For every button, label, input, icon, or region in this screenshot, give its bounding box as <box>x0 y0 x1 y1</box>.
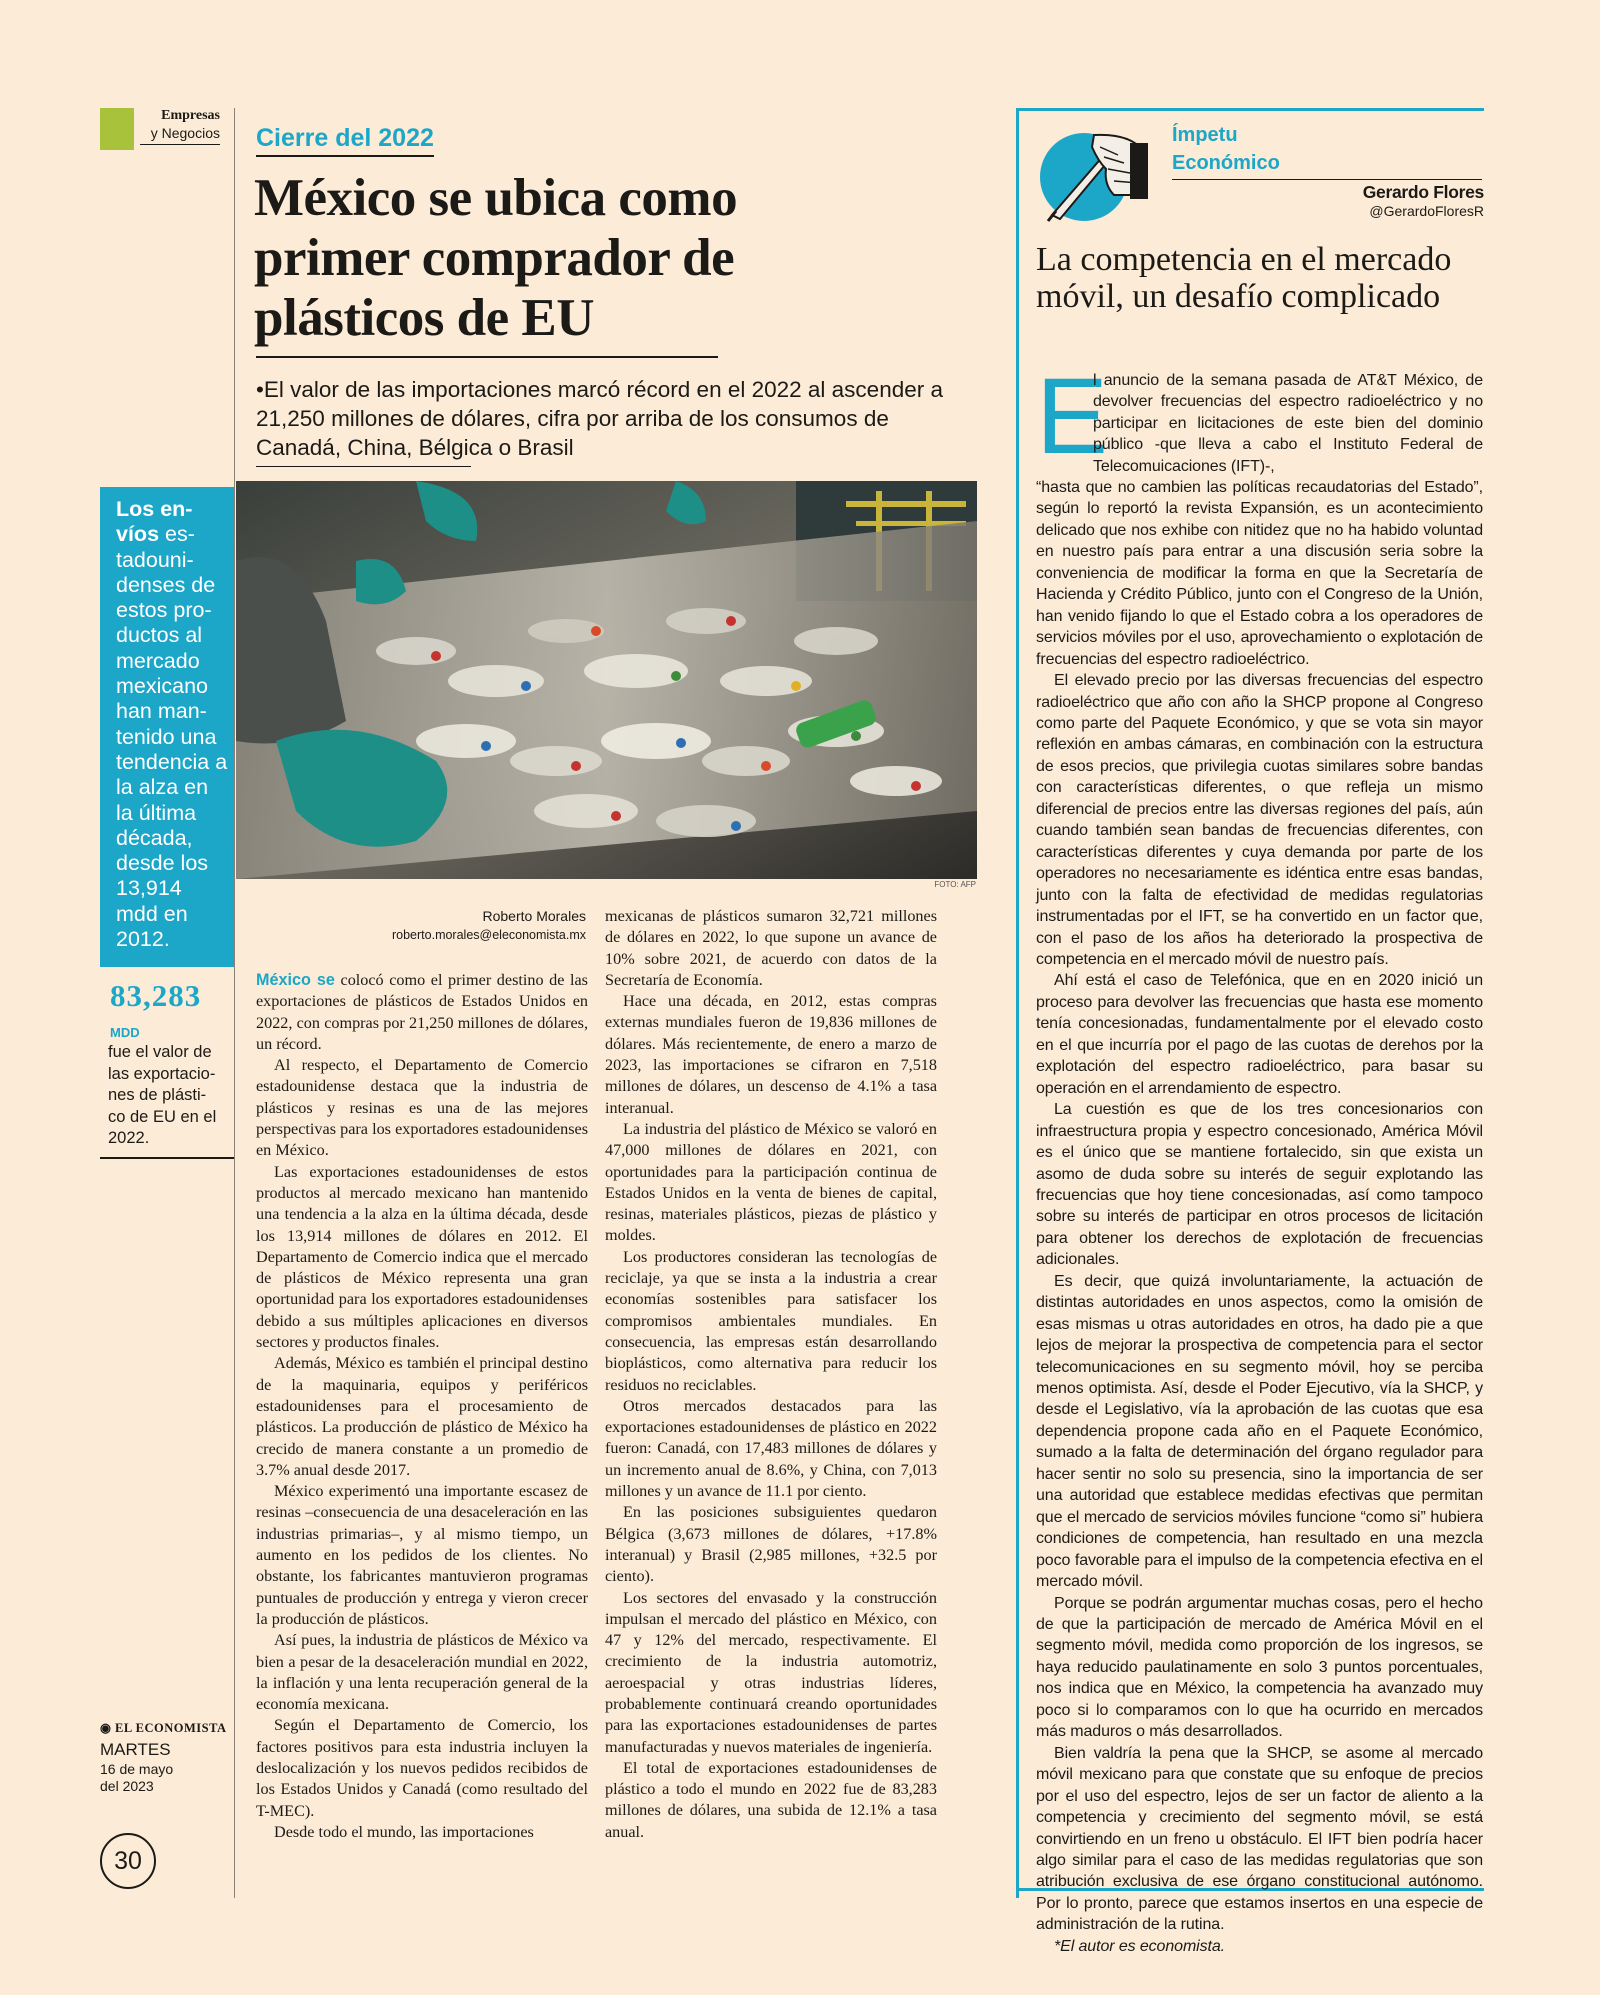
opinion-kicker-rule <box>1172 179 1482 180</box>
opinion-paragraph: “hasta que no cambien las políticas recaudatorias del Estado”, según lo reportó la revista Expansión, es un acontecimiento delicado que nos exhibe con nitidez que no ha habido voluntad en nuestro país para entrar a una discusión seria sobre la conveniencia de modificar la forma en que la Secretaría de Hacienda y Crédito Público, junto con el Congreso de la Unión, han venido fijando lo que el Estado cobra a los operadores de servicios móviles por el uso, aprovechamiento o explotación de frecuencias del espectro radioeléctrico. <box>1036 479 1483 668</box>
opinion-intro <box>1093 370 1483 477</box>
headline-rule <box>256 356 718 358</box>
highlight-rule <box>100 1157 234 1159</box>
article-paragraph: La industria del plástico de México se valoró en 47,000 millones de dólares en 2021, con oportunidades para la participación continua de Estados Unidos en la venta de bienes de capital, resinas, materiales plásticos, piezas de plástico y moldes. <box>605 1119 937 1245</box>
opinion-border-left <box>1016 108 1019 1898</box>
brand-name: EL ECONOMISTA <box>115 1721 227 1735</box>
issue-date-line2: del 2023 <box>100 1778 154 1794</box>
article-paragraph: México experimentó una importante escasez de resinas –consecuencia de una desaceleración en las industrias primarias–, y al mismo tiempo, un aumento en los pedidos de los clientes. No obstante, los fabricantes mantuvieron programas puntuales de producción y entrega y vieron crecer la producción de plásticos. <box>256 1482 588 1628</box>
article-paragraph: Así pues, la industria de plásticos de México va bien a pesar de la desaceleración mundial en 2022, la inflación y una lenta recuperación general de la economía mexicana. <box>256 1631 588 1714</box>
sidebar-quote <box>116 497 228 952</box>
author-name: Gerardo Flores <box>1362 182 1484 202</box>
section-color-block <box>100 108 134 150</box>
highlight-description: fue el valor de las exportaciones de plástico de EU en el 2022. <box>108 1043 217 1147</box>
opinion-kicker: Ímpetu <box>1172 124 1238 146</box>
opinion-paragraph: Es decir, que quizá involuntariamente, la actuación de distintas autoridades en unos aspectos, como la omisión de esas mismas u otras autoridades en otros, ha dado pie a que lejos de mejorar la prospectiva de competencia para el sector telecomunicaciones en su segmento móvil, hoy se perciba menos optimista. Así, desde el Poder Ejecutivo, vía la SHCP, y desde el Legislativo, vía la aprobación de las cuotas que esa dependencia propone cada año en el Paquete Económico, sumado a la falta de determinación del órgano regulador para hacer sentir no solo su presencia, sino la importancia de ser una autoridad que establece medidas efectivas que permitan que el mercado de servicios móviles funcione “como si” hubiera condiciones de competencia, han resultado en una mezcla poco favorable para el impulso de la competencia efectiva en el mercado móvil. <box>1036 1272 1483 1591</box>
issue-date-line1: 16 de mayo <box>100 1761 174 1777</box>
article-paragraph: En las posiciones subsiguientes quedaron Bélgica (3,673 millones de dólares, +17.8% interanual) y Brasil (2,985 millones, +32.5 por ciento). <box>605 1503 937 1586</box>
byline-email[interactable]: roberto.morales@eleconomista.mx <box>391 928 586 942</box>
article-deck: •El valor de las importaciones marcó récord en el 2022 al ascender a 21,250 millones de dólares, cifra por arriba de los consumos de Canadá, China, Bélgica o Brasil <box>256 377 943 460</box>
opinion-paragraph: La cuestión es que de los tres concesionarios con infraestructura propia y espectro concesionado, América Móvil es el único que se mantiene fortalecido, sin que exista un asomo de duda sobre su interés de seguir explotando las frecuencias que hoy tiene concesionadas, así como tampoco sobre su interés de participar en otros procesos de licitación para obtener los derechos de explotación de frecuencias adicionales. <box>1036 1101 1483 1269</box>
byline-name: Roberto Morales <box>482 908 586 924</box>
opinion-border-top <box>1016 108 1484 111</box>
article-lead-in: México se <box>256 971 335 989</box>
photo-credit: FOTO: AFP <box>934 880 976 889</box>
author-note: *El autor es economista. <box>1054 1937 1226 1955</box>
opinion-kicker-line2: Económico <box>1172 152 1280 174</box>
article-paragraph: Además, México es también el principal destino de la maquinaria, equipos y periféricos estadounidenses para el procesamiento de plásticos. La producción de plástico de México ha crecido de manera constante a un promedio de 3.7% anual desde 2017. <box>256 1354 588 1479</box>
article-paragraph-text: colocó como el primer destino de las exportaciones de plásticos de Estados Unidos en 2022, con compras por 21,250 millones de dólares, un récord. <box>256 971 588 1053</box>
brand-logo <box>100 1720 227 1736</box>
hand-writing-quill-icon <box>1034 125 1152 225</box>
section-subname: y Negocios <box>140 125 220 145</box>
highlight-number: 83,283 <box>110 978 202 1013</box>
opinion-paragraph: Bien valdría la pena que la SHCP, se asome al mercado móvil mexicano para que constate que su enfoque de precios por el uso del espectro, lejos de ser un factor de aliento a la competencia y crecimiento del segmento móvil, se está convirtiendo en un freno u obstáculo. El IFT bien podría hacer algo similar para el caso de las medidas regulatorias que son atribución exclusiva de ese órgano constitucional autónomo. Por lo pronto, parece que estamos insertos en una especie de administración de la rutina. <box>1036 1744 1483 1934</box>
opinion-body <box>1036 477 1483 1957</box>
section-name: Empresas <box>161 108 220 123</box>
article-paragraph: El total de exportaciones estadounidenses de plástico a todo el mundo en 2022 fue de 83,283 millones de dólares, una subida de 12.1% a tasa anual. <box>605 1758 937 1841</box>
article-column-1 <box>256 970 588 1843</box>
article-paragraph: Los sectores del envasado y la construcción impulsan el mercado del plástico en México, con 47 y 12% del mercado, respectivamente. El crecimiento de la industria automotriz, aeroespacial y otras industrias líderes, probablemente continuará creando oportunidades para las exportaciones estadounidenses de partes manufacturadas y nuevos materiales de ingeniería. <box>605 1588 937 1756</box>
article-paragraph: Según el Departamento de Comercio, los factores positivos para esta industria incluyen la deslocalización y los nuevos pedidos recibidos de los Estados Unidos y Canadá (como resultado del T-MEC). <box>256 1716 588 1820</box>
article-paragraph: Desde todo el mundo, las importaciones <box>274 1822 534 1841</box>
highlight-unit: MDD <box>110 1025 140 1040</box>
opinion-title: La competencia en el mercado móvil, un desafío complicado <box>1036 241 1452 315</box>
opinion-paragraph: l anuncio de la semana pasada de AT&T México, de devolver frecuencias del espectro radioeléctrico y no participar en licitaciones de este bien del dominio público -que lleva a cabo el Instituto Federal de Telecomuicaciones (IFT)-, <box>1093 372 1483 475</box>
article-paragraph: Hace una década, en 2012, estas compras externas mundiales fueron de 19,836 millones de dólares. Más recientemente, de enero a marzo de 2023, las importaciones se cifraron en 7,518 millones de dólares, un descenso de 4.1% a tasa interanual. <box>605 992 937 1117</box>
opinion-paragraph: Porque se podrán argumentar muchas cosas, pero el hecho de que la participación de mercado de América Móvil en el segmento móvil, medida como proporción de los ingresos, se haya reducido paulatinamente en solo 3 puntos porcentuales, nos indica que en México, la competencia ha avanzado muy poco si lo comparamos con lo que ha ocurrido en mercados más maduros o más desarrollados. <box>1036 1594 1483 1741</box>
article-paragraph: Los productores consideran las tecnologías de reciclaje, ya que se insta a la industria a crear economías sostenibles para satisfacer los compromisos ambientales mundiales. En consecuencia, las empresas están desarrollando bioplásticos, como alternativa para reducir los residuos no reciclables. <box>605 1247 937 1394</box>
sidebar-quote-text: estadounidenses de estos productos al mercado mexicano han mantenido una tendencia a la alza en la última década, desde los 13,914 mdd en 2012. <box>116 522 228 952</box>
article-kicker: Cierre del 2022 <box>256 124 434 157</box>
sidebar-quote-lead: Los envíos <box>116 497 193 547</box>
drop-cap: E <box>1036 355 1109 476</box>
article-paragraph: Al respecto, el Departamento de Comercio estadounidense destaca que la industria de plásticos y resinas es una de las mejores perspectivas para los exportadores estadounidenses en México. <box>256 1056 588 1160</box>
article-photo <box>236 481 977 879</box>
article-headline: México se ubica como primer comprador de plásticos de EU <box>254 169 738 347</box>
globe-icon: ◉ <box>100 1721 112 1735</box>
plastic-recycling-photo <box>236 481 977 879</box>
deck-rule <box>256 466 471 467</box>
article-paragraph: mexicanas de plásticos sumaron 32,721 millones de dólares en 2022, lo que supone un avance de 10% sobre 2021, de acuerdo con datos de la Secretaría de Economía. <box>605 907 937 989</box>
article-paragraph: Las exportaciones estadounidenses de estos productos al mercado mexicano han mantenido una tendencia a la alza en la última década, desde los 13,914 millones de dólares en 2012. El Departamento de Comercio indica que el mercado de plásticos de México representa una gran oportunidad para los exportadores estadounidenses debido a sus múltiples aplicaciones en diversos sectores y productos finales. <box>256 1162 588 1352</box>
article-paragraph: Otros mercados destacados para las exportaciones estadounidenses de plástico en 2022 fueron: Canadá, con 17,483 millones de dólares y un incremento anual de 8.6%, y China, con 7,013 millones y un avance de 11.1 por ciento. <box>605 1396 937 1501</box>
issue-day: MARTES <box>100 1740 171 1759</box>
article-paragraph <box>256 970 588 1055</box>
rail-divider <box>234 108 235 1898</box>
opinion-paragraph: El elevado precio por las diversas frecuencias del espectro radioeléctrico que año con año la SHCP propone al Congreso como parte del Paquete Económico, y que se vota sin mayor reflexión en ambas cámaras, en combinación con la estructura de esos precios, que privilegia cuotas similares sobre bandas con características diferentes, o que refleja un mismo diferencial de precios entre las diversas regiones del país, aún cuando también sean bandas de frecuencias diferentes, con características diferentes y cuya demanda por parte de los operadores no necesariamente es idéntica entre esas bandas, junto con la falta de efectividad de medidas regulatorias instrumentadas por el IFT, se ha convertido en un factor que, con el paso de los años ha deteriorado la prospectiva de competencia en el mercado móvil de nuestro país. <box>1036 672 1483 968</box>
article-column-2 <box>605 906 937 1843</box>
page-number: 30 <box>100 1833 156 1889</box>
opinion-paragraph: Ahí está el caso de Telefónica, que en en 2020 inició un proceso para devolver las frecuencias que hasta ese momento tenía concesionadas, fundamentalmente por el elevado costo en el que incurría por el pago de las cuotas de derehos por la explotación del espectro radioeléctrico, para basar su operación en el arrendamiento de espectro. <box>1036 972 1483 1097</box>
author-handle[interactable]: @GerardoFloresR <box>1369 203 1484 219</box>
